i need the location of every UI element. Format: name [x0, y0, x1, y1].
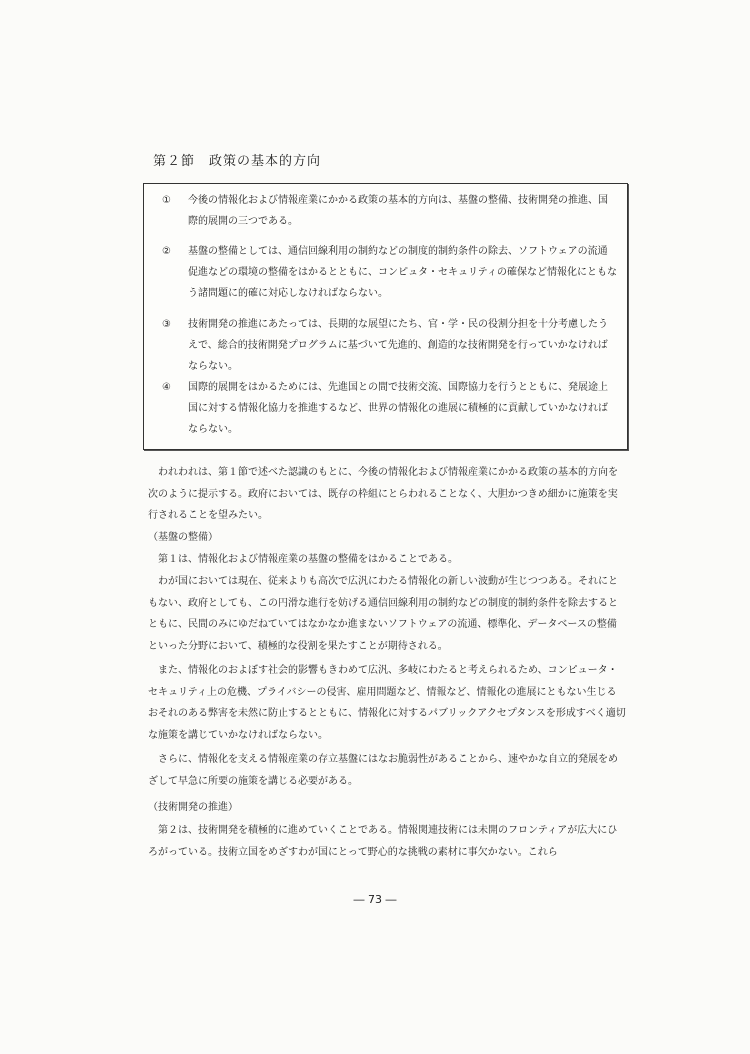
summary-item-4 — [162, 377, 617, 440]
paragraph-4: さらに、情報化を支える情報産業の存立基盤にはなお脆弱性があることから、速やかな自立的発展をめざして早急に所要の施策を講じる必要がある。 — [148, 754, 618, 787]
summary-text: 今後の情報化および情報産業にかかる政策の基本的方向は、基盤の整備、技術開発の推進、国際的展開の三つである。 — [188, 195, 608, 227]
heading-infrastructure: （基盤の整備） — [148, 532, 218, 543]
intro-paragraph: われわれは、第１節で述べた認識のもとに、今後の情報化および情報産業にかかる政策の基本的方向を次のように提示する。政府においては、既存の枠組にとらわれることなく、大胆かつきめ細かに施策を実行されることを望みたい。 — [148, 467, 618, 521]
paragraph-3: また、情報化のおよぼす社会的影響もきわめて広汎、多岐にわたると考えられるため、コンピュータ・セキュリティ上の危機、プライバシーの侵害、雇用問題など、情報など、情報化の進展にともない生じるおそれのある弊害を未然に防止するとともに、情報化に対するパブリックアクセプタンスを形成すべく適切な施策を講じていかなければならない。 — [148, 665, 626, 741]
summary-text: 国際的展開をはかるためには、先進国との間で技術交流、国際協力を行うとともに、発展途上国に対する情報化協力を推進するなど、世界の情報化の進展に積極的に貢献していかなければならない。 — [188, 382, 608, 435]
summary-text: 基盤の整備としては、通信回線利用の制約などの制度的制約条件の除去、ソフトウェアの流通促進などの環境の整備をはかるとともに、コンピュタ・セキュリティの確保など情報化にともなう諸問題に的確に対応しなければならない。 — [188, 246, 617, 299]
summary-item-2 — [162, 241, 617, 304]
summary-item-3 — [162, 314, 617, 377]
paragraph-2: わが国においては現在、従来よりも高次で広汎にわたる情報化の新しい波動が生じつつある。それにともない、政府としても、この円滑な進行を妨げる通信回線利用の制約などの制度的制約条件を除去するとともに、民間のみにゆだねていてはなかなか進まないソフトウェアの流通、標準化、データベースの整備といった分野において、積極的な役割を果たすことが期待される。 — [148, 576, 618, 652]
summary-number: ① — [162, 195, 171, 206]
page-number: ― 73 ― — [353, 893, 397, 906]
summary-box — [143, 183, 628, 450]
summary-item-1 — [162, 190, 617, 232]
heading-tech-development: （技術開発の推進） — [148, 802, 238, 813]
paragraph-5: 第２は、技術開発を積極的に進めていくことである。情報関連技術には未開のフロンティアが広大にひろがっている。技術立国をめざすわが国にとって野心的な挑戦の素材に事欠かない。これら — [148, 825, 618, 858]
paragraph-1: 第１は、情報化および情報産業の基盤の整備をはかることである。 — [158, 554, 458, 565]
summary-number: ② — [162, 246, 171, 257]
summary-number: ④ — [162, 382, 171, 393]
summary-text: 技術開発の推進にあたっては、長期的な展望にたち、官・学・民の役割分担を十分考慮したうえで、総合的技術開発プログラムに基づいて先進的、創造的な技術開発を行っていかなければならない。 — [188, 319, 608, 372]
summary-number: ③ — [162, 319, 171, 330]
section-title: 第２節 政策の基本的方向 — [153, 154, 322, 169]
